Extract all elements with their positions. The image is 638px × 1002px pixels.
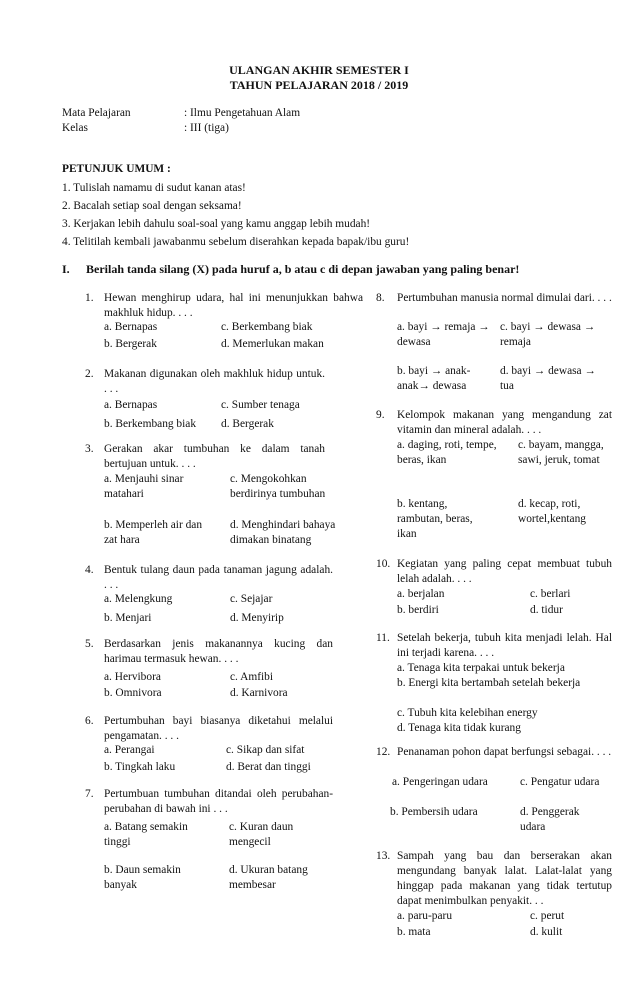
question-5 (85, 637, 333, 667)
option-d[interactable]: d. Menghindari bahaya dimakan binatang (230, 519, 336, 547)
question-number: 12. (376, 746, 391, 758)
option-a[interactable]: a. paru-paru (397, 910, 453, 922)
option-d[interactable]: d. Penggerak udara (520, 806, 580, 834)
instruction-item: 3. Kerjakan lebih dahulu soal-soal yang kamu anggap lebih mudah! (62, 218, 371, 230)
question-7 (85, 787, 333, 817)
option-d[interactable]: d. Ukuran batang membesar (229, 864, 308, 892)
option-b[interactable]: b. Energi kita bertambah setelah bekerja (397, 677, 581, 689)
option-b[interactable]: b. Daun semakin banyak (104, 864, 181, 892)
info-value: : Ilmu Pengetahuan Alam (184, 107, 301, 119)
option-a[interactable]: a. Menjauhi sinar matahari (104, 473, 184, 501)
option-d[interactable]: d. Karnivora (230, 687, 288, 699)
info-class (62, 121, 229, 136)
question-number: 9. (376, 409, 385, 421)
question-text: Kegiatan yang paling cepat membuat tubuh lelah adalah. . . . (397, 558, 612, 586)
question-text: Gerakan akar tumbuhan ke dalam tanah bertujuan untuk. . . . (104, 443, 325, 471)
question-text: Kelompok makanan yang mengandung zat vitamin dan mineral adalah. . . . (397, 409, 612, 437)
option-a[interactable]: a. Perangai (104, 744, 155, 756)
option-a[interactable]: a. Melengkung (104, 593, 173, 605)
question-13 (376, 849, 612, 909)
question-6 (85, 714, 333, 744)
option-d[interactable]: d. Memerlukan makan (221, 338, 324, 350)
question-text: Hewan menghirup udara, hal ini menunjukkan bahwa makhluk hidup. . . . (104, 292, 363, 320)
instruction-item: 1. Tulislah namamu di sudut kanan atas! (62, 182, 246, 194)
option-c[interactable]: c. Berkembang biak (221, 321, 313, 333)
question-number: 6. (85, 715, 94, 727)
option-b[interactable]: b. Memperleh air dan zat hara (104, 519, 203, 547)
option-b[interactable]: b. berdiri (397, 604, 439, 616)
option-a[interactable]: a. berjalan (397, 588, 445, 600)
doc-title: ULANGAN AKHIR SEMESTER I (229, 63, 409, 77)
question-3 (85, 442, 325, 472)
option-d[interactable]: d. Menyirip (230, 612, 284, 624)
info-label: Mata Pelajaran (62, 107, 131, 119)
instructions-title: PETUNJUK UMUM : (62, 163, 171, 175)
option-c[interactable]: c. Pengatur udara (520, 776, 600, 788)
option-b[interactable]: b. mata (397, 926, 431, 938)
question-text: Pertumbuhan manusia normal dimulai dari. . . . (397, 292, 612, 304)
info-value: : III (tiga) (184, 122, 229, 134)
question-number: 13. (376, 850, 391, 862)
option-c[interactable]: c. Amfibi (230, 671, 274, 683)
question-12 (376, 745, 612, 760)
info-subject (62, 106, 300, 121)
option-b[interactable]: b. Pembersih udara (390, 806, 478, 818)
option-c[interactable]: c. Sumber tenaga (221, 399, 300, 411)
question-text: Pertumbuhan bayi biasanya diketahui melalui pengamatan. . . . (104, 715, 333, 743)
question-text: Berdasarkan jenis makanannya kucing dan harimau termasuk hewan. . . . (104, 638, 333, 666)
option-a[interactable]: a. Tenaga kita terpakai untuk bekerja (397, 662, 565, 674)
option-a[interactable]: a. Bernapas (104, 321, 158, 333)
option-a[interactable]: a. Hervibora (104, 671, 161, 683)
option-b[interactable]: b. bayi → anak- anak→ dewasa (397, 365, 471, 393)
option-d[interactable]: d. Bergerak (221, 418, 274, 430)
question-4 (85, 563, 333, 593)
question-text: Penanaman pohon dapat berfungsi sebagai. . . . (397, 746, 612, 758)
question-8 (376, 291, 612, 306)
question-text: Sampah yang bau dan berserakan akan mengundang banyak lalat. Lalat-lalat yang hinggap pada makanan yang tidak tertutup dapat menimbulkan penyakit. . . (397, 850, 612, 908)
question-number: 4. (85, 564, 94, 576)
question-number: 11. (376, 632, 390, 644)
info-label: Kelas (62, 122, 88, 134)
question-text: Pertumbuan tumbuhan ditandai oleh perubahan-perubahan di bawah ini . . . (104, 788, 333, 816)
option-c[interactable]: c. Tubuh kita kelebihan energy (397, 707, 538, 719)
option-d[interactable]: d. kecap, roti, wortel,kentang (518, 498, 587, 526)
question-text: Bentuk tulang daun pada tanaman jagung adalah. . . . (104, 564, 333, 592)
option-c[interactable]: c. Kuran daun mengecil (229, 821, 294, 849)
option-a[interactable]: a. Batang semakin tinggi (104, 821, 188, 849)
question-text: Setelah bekerja, tubuh kita menjadi lelah. Hal ini terjadi karena. . . . (397, 632, 612, 660)
option-c[interactable]: c. Sejajar (230, 593, 273, 605)
doc-subtitle: TAHUN PELAJARAN 2018 / 2019 (229, 78, 409, 92)
question-1 (85, 291, 363, 321)
option-d[interactable]: d. Berat dan tinggi (226, 761, 311, 773)
option-b[interactable]: b. Menjari (104, 612, 152, 624)
question-number: 2. (85, 368, 94, 380)
section-number: I. (62, 262, 70, 276)
question-9 (376, 408, 612, 438)
question-2 (85, 367, 325, 397)
option-a[interactable]: a. Pengeringan udara (392, 776, 488, 788)
option-b[interactable]: b. Tingkah laku (104, 761, 176, 773)
option-c[interactable]: c. berlari (530, 588, 571, 600)
question-number: 3. (85, 443, 94, 455)
option-d[interactable]: d. kulit (530, 926, 563, 938)
option-d[interactable]: d. bayi → dewasa → tua (500, 365, 596, 393)
question-10 (376, 557, 612, 587)
question-text: Makanan digunakan oleh makhluk hidup untuk. . . . (104, 368, 325, 396)
question-number: 5. (85, 638, 94, 650)
option-b[interactable]: b. Omnivora (104, 687, 162, 699)
option-a[interactable]: a. bayi → remaja → dewasa (397, 321, 490, 349)
option-d[interactable]: d. Tenaga kita tidak kurang (397, 722, 521, 734)
option-d[interactable]: d. tidur (530, 604, 563, 616)
question-number: 7. (85, 788, 94, 800)
option-c[interactable]: c. bayam, mangga, sawi, jeruk, tomat (518, 439, 604, 467)
option-b[interactable]: b. kentang, rambutan, beras, ikan (397, 498, 473, 541)
section-instruction: Berilah tanda silang (X) pada huruf a, b atau c di depan jawaban yang paling benar! (86, 262, 520, 276)
option-a[interactable]: a. Bernapas (104, 399, 158, 411)
instruction-item: 2. Bacalah setiap soal dengan seksama! (62, 200, 242, 212)
option-c[interactable]: c. perut (530, 910, 565, 922)
option-c[interactable]: c. bayi → dewasa → remaja (500, 321, 596, 349)
question-number: 10. (376, 558, 391, 570)
question-number: 8. (376, 292, 385, 304)
option-c[interactable]: c. Mengokohkan berdirinya tumbuhan (230, 473, 326, 501)
option-a[interactable]: a. daging, roti, tempe, beras, ikan (397, 439, 497, 467)
option-b[interactable]: b. Berkembang biak (104, 418, 197, 430)
option-c[interactable]: c. Sikap dan sifat (226, 744, 305, 756)
question-11 (376, 631, 612, 661)
instruction-item: 4. Telitilah kembali jawabanmu sebelum diserahkan kepada bapak/ibu guru! (62, 236, 410, 248)
option-b[interactable]: b. Bergerak (104, 338, 157, 350)
question-number: 1. (85, 292, 94, 304)
